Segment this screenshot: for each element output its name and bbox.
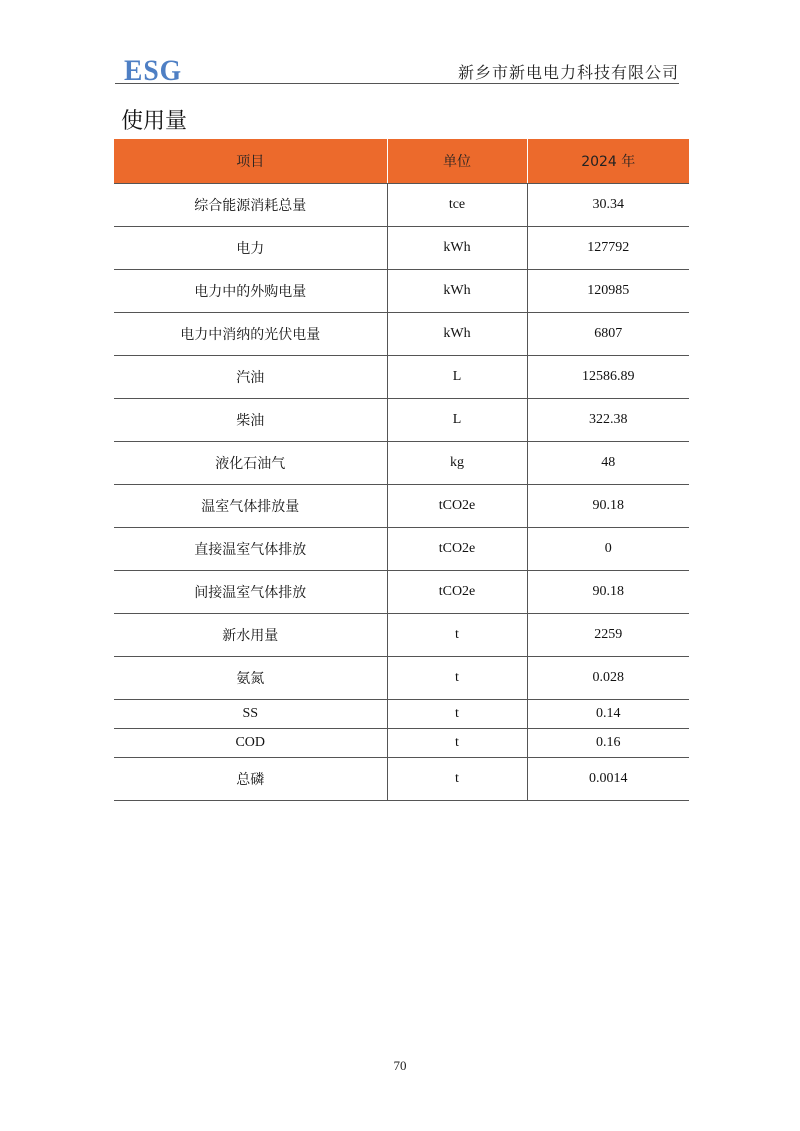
- table-row: [114, 270, 689, 313]
- table-row: [114, 485, 689, 528]
- item-cell: 柴油: [114, 399, 387, 442]
- value-cell: 12586.89: [527, 356, 689, 399]
- table-row: [114, 700, 689, 729]
- unit-cell: kWh: [387, 313, 527, 356]
- header-divider: [115, 83, 679, 84]
- value-cell: 127792: [527, 227, 689, 270]
- table-row: [114, 528, 689, 571]
- table-row: [114, 442, 689, 485]
- item-cell: 综合能源消耗总量: [114, 184, 387, 227]
- table-row: [114, 571, 689, 614]
- value-cell: 90.18: [527, 571, 689, 614]
- table-row: [114, 356, 689, 399]
- table-row: [114, 313, 689, 356]
- unit-cell: kWh: [387, 270, 527, 313]
- unit-cell: t: [387, 614, 527, 657]
- unit-cell: t: [387, 729, 527, 758]
- item-cell: 汽油: [114, 356, 387, 399]
- unit-cell: t: [387, 700, 527, 729]
- table-row: [114, 729, 689, 758]
- item-cell: 电力中消纳的光伏电量: [114, 313, 387, 356]
- header-unit: 单位: [387, 139, 527, 184]
- section-title: 使用量: [121, 109, 188, 134]
- item-cell: 温室气体排放量: [114, 485, 387, 528]
- unit-cell: tCO2e: [387, 485, 527, 528]
- item-cell: 电力中的外购电量: [114, 270, 387, 313]
- header-year: 2024 年: [527, 139, 689, 184]
- value-cell: 0: [527, 528, 689, 571]
- table-row: [114, 399, 689, 442]
- page-number: 70: [393, 1058, 407, 1073]
- item-cell: SS: [114, 700, 387, 729]
- item-cell: 新水用量: [114, 614, 387, 657]
- value-cell: 0.0014: [527, 758, 689, 801]
- unit-cell: tce: [387, 184, 527, 227]
- unit-cell: tCO2e: [387, 571, 527, 614]
- value-cell: 120985: [527, 270, 689, 313]
- value-cell: 2259: [527, 614, 689, 657]
- unit-cell: L: [387, 399, 527, 442]
- unit-cell: kWh: [387, 227, 527, 270]
- value-cell: 48: [527, 442, 689, 485]
- table-row: [114, 184, 689, 227]
- usage-table: [114, 139, 689, 801]
- header-item: 项目: [114, 139, 387, 184]
- value-cell: 90.18: [527, 485, 689, 528]
- value-cell: 0.028: [527, 657, 689, 700]
- table-row: [114, 758, 689, 801]
- value-cell: 0.16: [527, 729, 689, 758]
- item-cell: 间接温室气体排放: [114, 571, 387, 614]
- unit-cell: tCO2e: [387, 528, 527, 571]
- value-cell: 0.14: [527, 700, 689, 729]
- item-cell: 氨氮: [114, 657, 387, 700]
- company-name: 新乡市新电电力科技有限公司: [457, 63, 679, 82]
- table-row: [114, 657, 689, 700]
- unit-cell: kg: [387, 442, 527, 485]
- item-cell: 直接温室气体排放: [114, 528, 387, 571]
- value-cell: 6807: [527, 313, 689, 356]
- table-header-row: [114, 139, 689, 184]
- item-cell: 总磷: [114, 758, 387, 801]
- table-row: [114, 614, 689, 657]
- unit-cell: L: [387, 356, 527, 399]
- unit-cell: t: [387, 657, 527, 700]
- table-row: [114, 227, 689, 270]
- esg-logo: ESG: [124, 54, 182, 87]
- item-cell: 电力: [114, 227, 387, 270]
- item-cell: 液化石油气: [114, 442, 387, 485]
- value-cell: 30.34: [527, 184, 689, 227]
- value-cell: 322.38: [527, 399, 689, 442]
- unit-cell: t: [387, 758, 527, 801]
- item-cell: COD: [114, 729, 387, 758]
